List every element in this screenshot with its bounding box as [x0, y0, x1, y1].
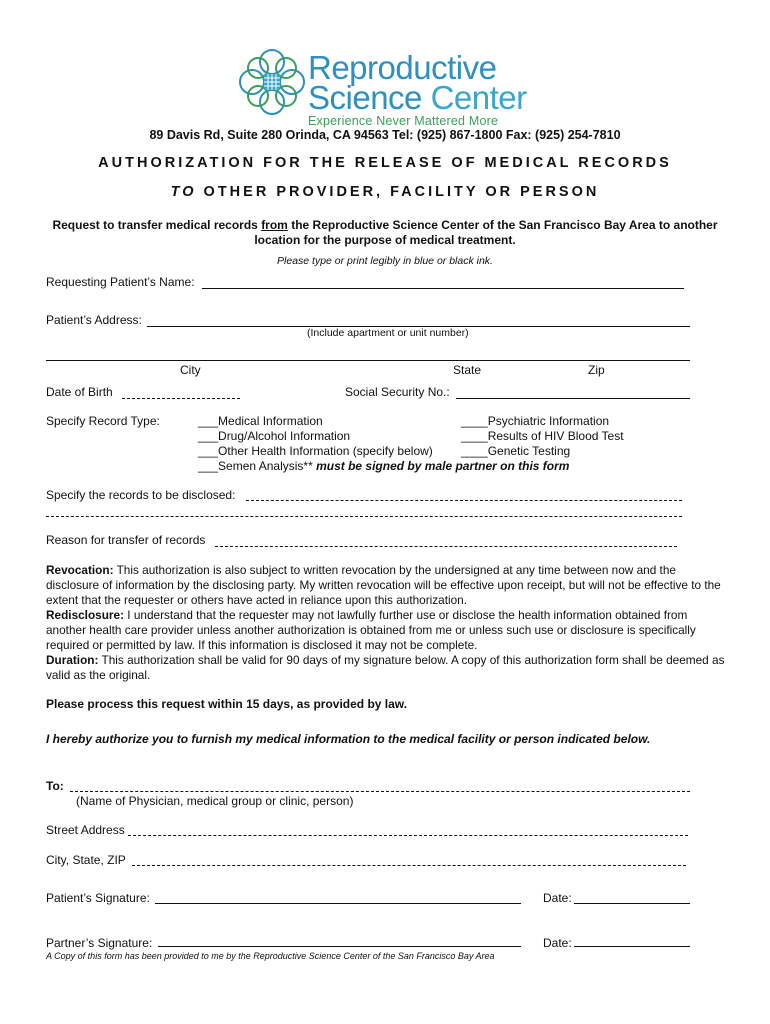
- record-type-label: Specify Record Type:: [46, 414, 160, 428]
- legal-terms: [46, 563, 726, 683]
- partner-signature-field[interactable]: [158, 946, 521, 947]
- reason-field[interactable]: [215, 546, 677, 547]
- patient-signature-label: Patient’s Signature:: [46, 891, 150, 905]
- patient-address-label: Patient’s Address:: [46, 313, 142, 327]
- ink-note: Please type or print legibly in blue or black ink.: [277, 255, 493, 267]
- logo-word-reproductive: Reproductive: [308, 49, 497, 86]
- partner-date-label: Date:: [543, 936, 572, 950]
- record-type-hiv[interactable]: ____Results of HIV Blood Test: [461, 429, 624, 443]
- process-notice: Please process this request within 15 days, as provided by law.: [46, 697, 408, 711]
- form-title: AUTHORIZATION FOR THE RELEASE OF MEDICAL RECORDS: [98, 155, 672, 171]
- logo-word-science-center: Science Center: [308, 79, 527, 116]
- record-type-genetic[interactable]: ____Genetic Testing: [461, 444, 571, 458]
- record-type-other-health[interactable]: ___Other Health Information (specify below): [198, 444, 433, 458]
- patient-date-field[interactable]: [574, 903, 690, 904]
- patient-date-label: Date:: [543, 891, 572, 905]
- ssn-label: Social Security No.:: [345, 385, 450, 399]
- to-field[interactable]: [70, 791, 690, 792]
- dob-field[interactable]: [122, 398, 240, 399]
- copy-notice: A Copy of this form has been provided to me by the Reproductive Science Center of the San Francisco Bay Area: [46, 951, 495, 961]
- redisclosure-paragraph: Redisclosure: I understand that the requester may not lawfully further use or disclose the health information obtained from another health care provider unless another authorization is obtained from me or unless such use or disclosure is specifically required or permitted by law. If this information is disclosed it may not be complete.: [46, 608, 696, 652]
- city-state-zip-field[interactable]: [46, 360, 690, 361]
- form-subtitle: TO OTHER PROVIDER, FACILITY OR PERSON: [170, 184, 600, 200]
- ssn-field[interactable]: [456, 398, 690, 399]
- record-type-semen[interactable]: ___Semen Analysis** must be signed by male partner on this form: [198, 459, 570, 473]
- city-state-zip-field-2[interactable]: [132, 865, 686, 866]
- duration-paragraph: Duration: This authorization shall be valid for 90 days of my signature below. A copy of this authorization form shall be deemed as valid as the original.: [46, 653, 725, 682]
- flower-logo-icon: [236, 46, 308, 118]
- to-hint: (Name of Physician, medical group or clinic, person): [76, 794, 354, 808]
- partner-signature-label: Partner’s Signature:: [46, 936, 153, 950]
- record-type-psychiatric[interactable]: ____Psychiatric Information: [461, 414, 610, 428]
- clinic-logo: [236, 46, 536, 128]
- zip-label: Zip: [588, 363, 605, 377]
- records-disclosed-field-2[interactable]: [46, 516, 682, 517]
- authorization-statement: I hereby authorize you to furnish my medical information to the medical facility or person indicated below.: [46, 732, 651, 746]
- revocation-paragraph: Revocation: This authorization is also subject to written revocation by the undersigned at any time between now and the disclosure of information by the disclosing party. My written revocation will be effective upon receipt, but will not be effective to the extent that the requester or others have acted in reliance upon this authorization.: [46, 563, 721, 607]
- city-label: City: [180, 363, 201, 377]
- dob-label: Date of Birth: [46, 385, 113, 399]
- state-label: State: [453, 363, 482, 377]
- intro-text: Request to transfer medical records from the Reproductive Science Center of the San Francisco Bay Area to another location for the purpose of medical treatment.: [52, 218, 718, 247]
- address-hint: (Include apartment or unit number): [307, 327, 469, 339]
- records-disclosed-field[interactable]: [246, 500, 682, 501]
- record-type-medical[interactable]: ___Medical Information: [198, 414, 323, 428]
- record-type-drug-alcohol[interactable]: ___Drug/Alcohol Information: [198, 429, 351, 443]
- patient-signature-field[interactable]: [155, 903, 521, 904]
- reason-label: Reason for transfer of records: [46, 533, 206, 547]
- to-label: To:: [46, 779, 64, 793]
- logo-tagline: Experience Never Mattered More: [308, 114, 499, 128]
- street-label: Street Address: [46, 823, 125, 837]
- records-disclosed-label: Specify the records to be disclosed:: [46, 488, 236, 502]
- clinic-address: 89 Davis Rd, Suite 280 Orinda, CA 94563 Tel: (925) 867-1800 Fax: (925) 254-7810: [149, 128, 621, 142]
- partner-date-field[interactable]: [574, 946, 690, 947]
- city-state-zip-label: City, State, ZIP: [46, 853, 126, 867]
- patient-name-label: Requesting Patient’s Name:: [46, 275, 195, 289]
- street-field[interactable]: [128, 835, 688, 836]
- patient-name-field[interactable]: [202, 288, 684, 289]
